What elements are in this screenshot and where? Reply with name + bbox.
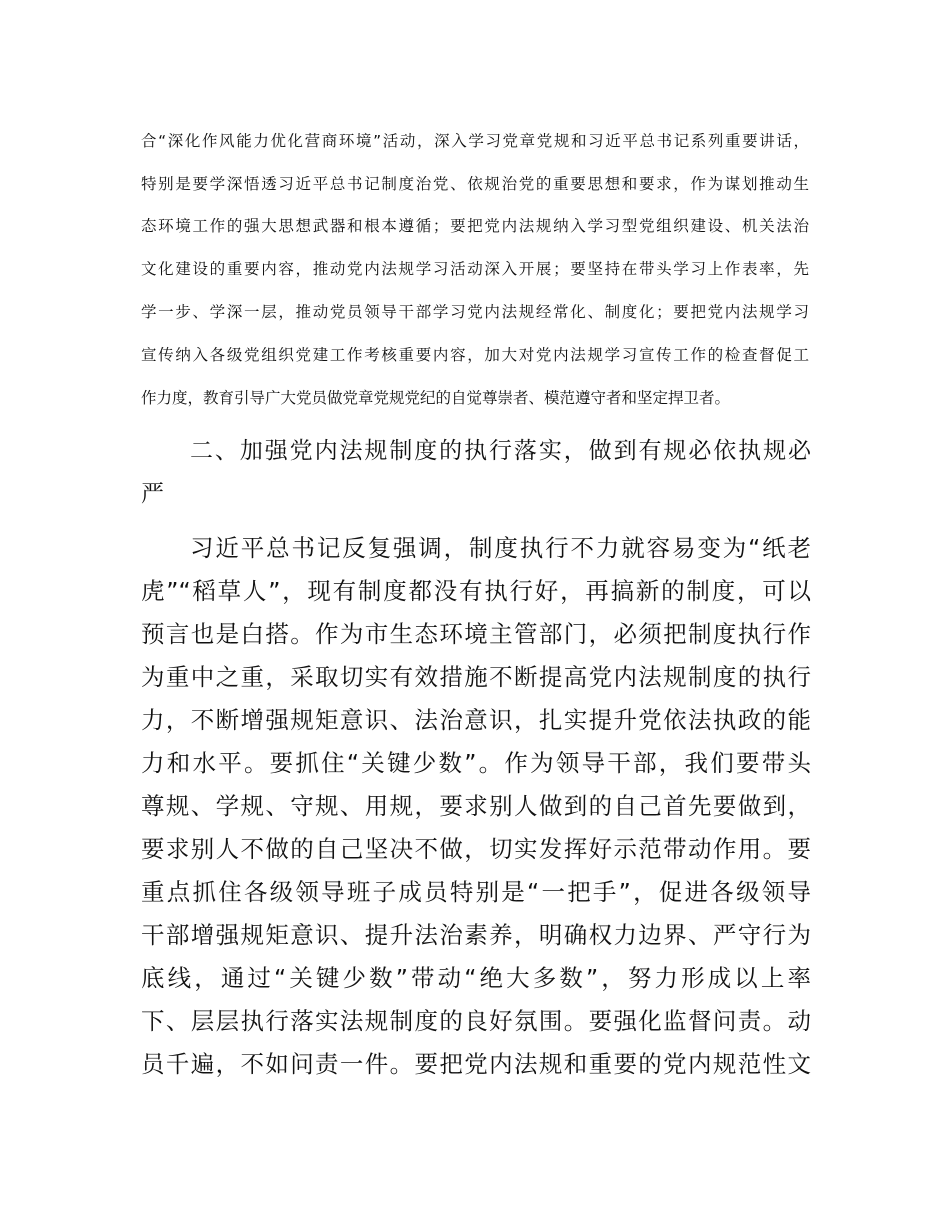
- text-line: 下、层层执行落实法规制度的良好氛围。要强化监督问责。动: [141, 1007, 811, 1035]
- text-line: 学一步、学深一层，推动党员领导干部学习党内法规经常化、制度化；要把党内法规学习: [141, 303, 809, 321]
- text-line: 宣传纳入各级党组织党建工作考核重要内容，加大对党内法规学习宣传工作的检查督促工: [141, 346, 809, 364]
- text-line: 态环境工作的强大思想武器和根本遵循；要把党内法规纳入学习型党组织建设、机关法治: [141, 217, 809, 235]
- heading-line: 二、加强党内法规制度的执行落实，做到有规必依执规必: [190, 438, 811, 464]
- text-line: 文化建设的重要内容，推动党内法规学习活动深入开展；要坚持在带头学习上作表率，先: [141, 260, 809, 278]
- text-line: 虎”“稻草人”，现有制度都没有执行好，再搞新的制度，可以: [141, 577, 811, 605]
- text-line: 要求别人不做的自己坚决不做，切实发挥好示范带动作用。要: [141, 835, 811, 863]
- text-line: 作力度，教育引导广大党员做党章党规党纪的自觉尊崇者、模范遵守者和坚定捍卫者。: [141, 389, 731, 407]
- text-line: 习近平总书记反复强调，制度执行不力就容易变为“纸老: [190, 534, 811, 562]
- text-line: 为重中之重，采取切实有效措施不断提高党内法规制度的执行: [141, 663, 811, 691]
- text-line: 力，不断增强规矩意识、法治意识，扎实提升党依法执政的能: [141, 706, 811, 734]
- text-line: 干部增强规矩意识、提升法治素养，明确权力边界、严守行为: [141, 921, 811, 949]
- text-line: 尊规、学规、守规、用规，要求别人做到的自己首先要做到，: [141, 792, 811, 820]
- text-line: 合“深化作风能力优化营商环境”活动，深入学习党章党规和习近平总书记系列重要讲话，: [141, 132, 809, 150]
- text-line: 重点抓住各级领导班子成员特别是“一把手”，促进各级领导: [141, 878, 811, 906]
- text-line: 底线，通过“关键少数”带动“绝大多数”，努力形成以上率: [141, 964, 811, 992]
- text-line: 特别是要学深悟透习近平总书记制度治党、依规治党的重要思想和要求，作为谋划推动生: [141, 175, 809, 193]
- text-line: 力和水平。要抓住“关键少数”。作为领导干部，我们要带头: [141, 749, 811, 777]
- text-line: 员千遍，不如问责一件。要把党内法规和重要的党内规范性文: [141, 1050, 811, 1078]
- text-line: 预言也是白搭。作为市生态环境主管部门，必须把制度执行作: [141, 620, 811, 648]
- heading-line: 严: [141, 481, 164, 507]
